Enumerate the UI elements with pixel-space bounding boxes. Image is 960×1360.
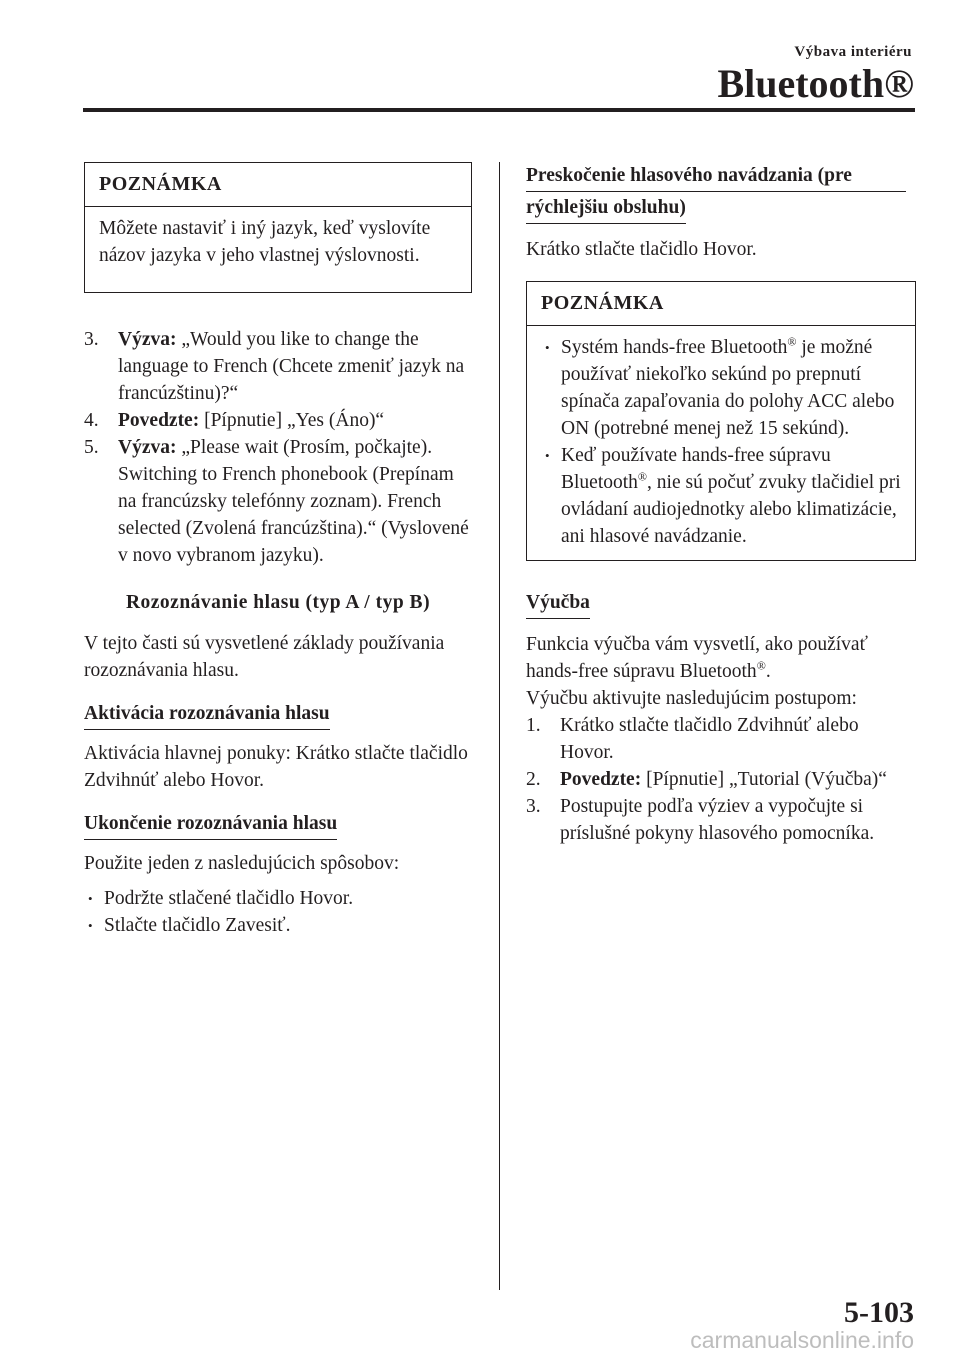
right-column <box>526 162 916 847</box>
list-item <box>541 442 901 550</box>
watermark: carmanualsonline.info <box>690 1327 914 1353</box>
bullet-icon: • <box>545 340 550 355</box>
step-label: Výzva: <box>118 329 177 350</box>
running-header-section: Výbava interiéru <box>794 44 912 60</box>
heading-line: rýchlejšiu obsluhu) <box>526 194 686 224</box>
step-text: „Would you like to change the language to French (Chcete zmeniť jazyk na francúzštinu)?“ <box>118 329 465 404</box>
note-text <box>527 326 915 560</box>
bullet-text: Podržte stlačené tlačidlo Hovor. <box>104 888 354 909</box>
note-title: POZNÁMKA <box>85 163 471 207</box>
tutorial-step-3 <box>526 793 916 847</box>
registered-mark: ® <box>637 469 648 484</box>
header-rule <box>83 108 915 112</box>
intro-paragraph: V tejto časti sú vysvetlené základy používania rozoznávania hlasu. <box>84 633 445 681</box>
registered-mark: ® <box>787 334 797 349</box>
bullet-icon: • <box>88 891 93 906</box>
note-text: Môžete nastaviť i iný jazyk, keď vyslovíte názov jazyka v jeho vlastnej výslovnosti. <box>99 218 431 266</box>
step-text: „Please wait (Prosím, počkajte). Switching to French phonebook (Prepínam na francúzsky telefónny zoznam). French selected (Zvolená francúzština).“ (Vyslovené v novo vybranom jazyku). <box>118 437 469 566</box>
step-text: [Pípnutie] „Tutorial (Výučba)“ <box>641 769 887 790</box>
left-column <box>84 162 472 939</box>
tutorial-text-a: Funkcia výučba vám vysvetlí, ako používať hands-free súpravu Bluetooth <box>526 634 868 682</box>
list-item <box>541 334 901 442</box>
page-number: 5-103 <box>844 1296 914 1329</box>
bullet-text: Keď používate hands-free súpravu Bluetooth <box>561 445 831 493</box>
heading-skip-guidance <box>526 162 916 224</box>
heading-line: Preskočenie hlasového navádzania (pre <box>526 162 906 192</box>
section-title-voice-recognition: Rozoznávanie hlasu (typ A / typ B) <box>125 592 431 613</box>
step-label: Povedzte: <box>560 769 642 790</box>
tutorial-text-2: Výučbu aktivujte nasledujúcim postupom: <box>526 688 857 709</box>
step-number: 1. <box>526 715 541 736</box>
step-4 <box>84 407 472 434</box>
step-number: 3. <box>526 796 541 817</box>
step-text: [Pípnutie] „Yes (Áno)“ <box>199 410 385 431</box>
step-number: 5. <box>84 437 99 458</box>
tutorial-step-2 <box>526 766 916 793</box>
note-box-language <box>84 162 472 293</box>
list-item <box>84 912 472 939</box>
step-number: 3. <box>84 329 99 350</box>
bullet-text: , nie sú počuť zvuky tlačidiel pri ovládaní audiojednotky alebo klimatizácie, ani hlasové navádzanie. <box>561 472 901 547</box>
step-5 <box>84 434 472 569</box>
column-divider <box>499 162 500 1290</box>
list-item <box>84 885 472 912</box>
bullet-icon: • <box>88 918 93 933</box>
step-text: Postupujte podľa výziev a vypočujte si príslušné pokyny hlasového pomocníka. <box>560 796 875 844</box>
heading-activation: Aktivácia rozoznávania hlasu <box>84 700 330 730</box>
step-text: Krátko stlačte tlačidlo Zdvihnúť alebo Hovor. <box>560 715 859 763</box>
step-label: Výzva: <box>118 437 177 458</box>
activation-text: Aktivácia hlavnej ponuky: Krátko stlačte tlačidlo Zdvihnúť alebo Hovor. <box>84 743 468 791</box>
heading-tutorial: Výučba <box>526 589 590 619</box>
ending-text: Použite jeden z nasledujúcich spôsobov: <box>84 853 400 874</box>
note-box-bluetooth <box>526 281 916 561</box>
step-3 <box>84 326 472 407</box>
step-number: 4. <box>84 410 99 431</box>
bullet-text: Stlačte tlačidlo Zavesiť. <box>104 915 291 936</box>
step-number: 2. <box>526 769 541 790</box>
registered-mark: ® <box>756 658 766 673</box>
running-header-title: Bluetooth® <box>717 61 914 106</box>
tutorial-step-1 <box>526 712 916 766</box>
skip-text: Krátko stlačte tlačidlo Hovor. <box>526 239 757 260</box>
step-label: Povedzte: <box>118 410 200 431</box>
heading-ending: Ukončenie rozoznávania hlasu <box>84 810 337 840</box>
bullet-icon: • <box>545 448 550 463</box>
tutorial-text-b: . <box>765 661 771 682</box>
tutorial-text <box>526 631 916 685</box>
note-title: POZNÁMKA <box>527 282 915 326</box>
bullet-text: je možné používať niekoľko sekúnd po prepnutí spínača zapaľovania do polohy ACC alebo ON (potrebné menej než 15 sekúnd). <box>561 337 895 439</box>
bullet-text: Systém hands-free Bluetooth <box>561 337 788 358</box>
